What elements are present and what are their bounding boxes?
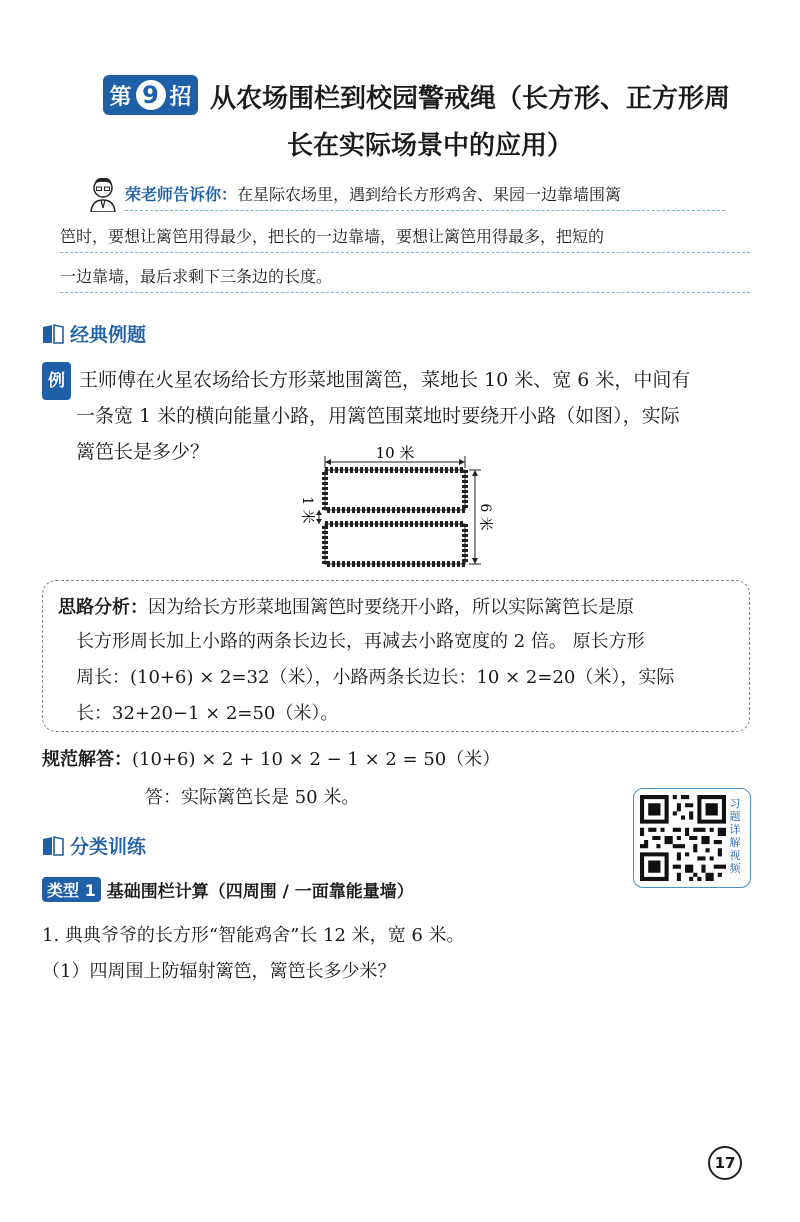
analysis-line1 <box>58 590 634 626</box>
example-line1 <box>42 362 690 400</box>
analysis-text-1: 因为给长方形菜地围篱笆时要绕开小路，所以实际篱笆长是原 <box>148 597 634 618</box>
section-example-heading <box>42 320 146 347</box>
book-icon <box>42 324 64 344</box>
page-number: 17 <box>708 1146 742 1180</box>
qr-caption: 习题详解视频 <box>729 797 741 875</box>
chapter-badge <box>103 75 198 115</box>
badge-number: 9 <box>136 80 166 110</box>
tip-label: 荣老师告诉你： <box>125 185 238 204</box>
section-example-title: 经典例题 <box>70 324 147 346</box>
analysis-line3: 周长：(10+6) × 2=32（米），小路两条长边长：10 × 2=20（米），实际 <box>76 667 675 688</box>
page-title-line2: 长在实际场景中的应用） <box>286 131 573 161</box>
tip-line3: 一边靠墙，最后求剩下三条边的长度。 <box>60 266 750 293</box>
analysis-label: 思路分析： <box>58 597 148 618</box>
section-practice-heading <box>42 832 146 859</box>
analysis-line4: 长：32+20−1 × 2=50（米）。 <box>76 703 339 724</box>
tip-line1 <box>125 184 725 211</box>
example-line2: 一条宽 1 米的横向能量小路，用篱笆围菜地时要绕开小路（如图），实际 <box>76 405 680 427</box>
lower-plot <box>325 524 465 564</box>
type1-badge: 类型 1 <box>42 877 101 902</box>
top-label: 10 米 <box>375 444 415 462</box>
example-text-1: 王师傅在火星农场给长方形菜地围篱笆，菜地长 10 米、宽 6 米，中间有 <box>79 369 691 391</box>
badge-suffix: 招 <box>169 84 192 110</box>
solution-label: 规范解答： <box>42 749 132 770</box>
upper-plot <box>325 470 465 510</box>
type1-heading <box>42 877 414 902</box>
solution-line <box>42 742 500 778</box>
analysis-line2: 长方形周长加上小路的两条长边长，再减去小路宽度的 2 倍。 原长方形 <box>76 631 645 652</box>
question1-sub1: （1）四周围上防辐射篱笆，篱笆长多少米？ <box>42 961 396 982</box>
fence-diagram <box>285 440 505 580</box>
qr-code-icon[interactable] <box>640 795 726 881</box>
solution-answer: 答：实际篱笆长是 50 米。 <box>145 787 360 808</box>
section-practice-title: 分类训练 <box>70 836 147 858</box>
left-label: 1 米 <box>299 496 315 524</box>
tip-text-1: 在星际农场里，遇到给长方形鸡舍、果园一边靠墙围篱 <box>237 185 622 204</box>
right-label: 6 米 <box>477 503 493 531</box>
badge-prefix: 第 <box>109 84 132 110</box>
page-title-line1: 从农场围栏到校园警戒绳（长方形、正方形周 <box>210 84 731 114</box>
type1-title: 基础围栏计算（四周围 / 一面靠能量墙） <box>106 882 414 902</box>
teacher-avatar-icon <box>88 176 118 212</box>
tip-line2: 笆时，要想让篱笆用得最少，把长的一边靠墙，要想让篱笆用得最多，把短的 <box>60 226 750 253</box>
question1-stem: 1. 典典爷爷的长方形“智能鸡舍”长 12 米，宽 6 米。 <box>42 925 465 946</box>
example-badge: 例 <box>42 362 71 400</box>
book-icon <box>42 836 64 856</box>
qr-card[interactable] <box>633 788 751 888</box>
solution-formula: (10+6) × 2 + 10 × 2 − 1 × 2 = 50（米） <box>132 749 501 770</box>
example-line3: 篱笆长是多少？ <box>76 441 210 463</box>
